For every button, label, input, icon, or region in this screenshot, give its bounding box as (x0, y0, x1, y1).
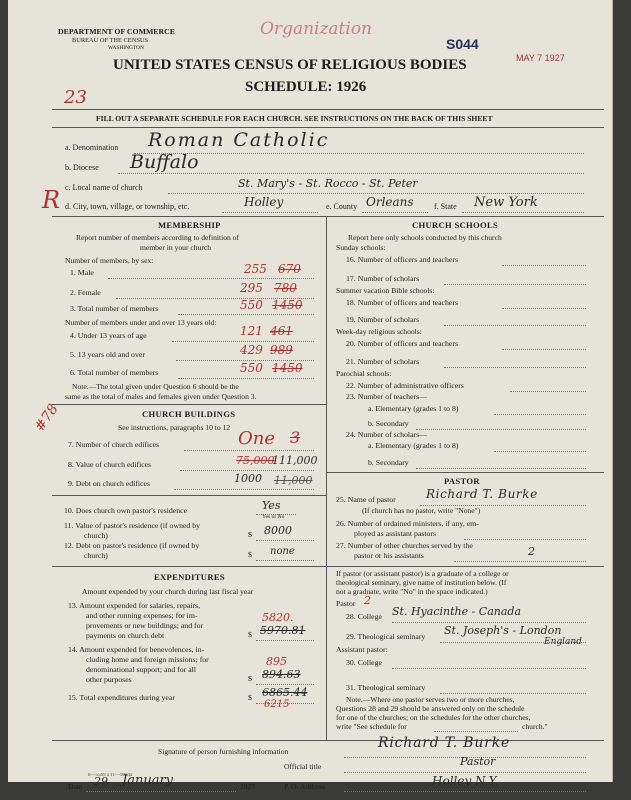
q4-old-value: 461 (270, 324, 293, 338)
schools-heading: CHURCH SCHOOLS (412, 220, 499, 230)
q3-value[interactable]: 550 (240, 298, 263, 312)
denomination-label: a. Denomination (65, 143, 119, 152)
q12-value[interactable]: none (270, 546, 295, 557)
diocese-label: b. Diocese (65, 163, 99, 172)
official-title-value[interactable]: Pastor (460, 755, 496, 768)
q3-label: 3. Total number of members (70, 304, 159, 313)
county-field[interactable]: Orleans (366, 195, 414, 209)
weekday-schools-label: Week-day religious schools: (336, 327, 422, 336)
form-title: UNITED STATES CENSUS OF RELIGIOUS BODIES (113, 57, 467, 73)
q3-old-value: 1450 (272, 298, 303, 312)
q10-hint: Yes or No (262, 514, 285, 520)
bureau-name: BUREAU OF THE CENSUS (72, 37, 149, 44)
q13-dollar: $ (248, 630, 252, 639)
r-mark: R (42, 186, 61, 214)
local-name-label: c. Local name of church (65, 183, 143, 192)
q15-dollar: $ (248, 693, 252, 702)
q29-value[interactable]: St. Joseph's - London (444, 624, 562, 637)
q27-label-2: pastor or his assistants (354, 551, 424, 560)
q8-label: 8. Value of church edifices (68, 460, 152, 469)
q26-label-2: ployed as assistant pastors (354, 529, 437, 538)
form-code: 8—5569 a 11—9084a (88, 773, 133, 778)
q5-old-value: 989 (270, 343, 293, 357)
vacation-schools-label: Summer vacation Bible schools: (336, 286, 435, 295)
q13-label-4: payments on church debt (86, 631, 165, 640)
q14-value[interactable]: 895 (266, 655, 287, 668)
q16-label: 16. Number of officers and teachers (346, 255, 459, 264)
membership-intro-2: member in your church (140, 243, 212, 252)
members-by-age: Number of members under and over 13 years old: (65, 318, 217, 327)
q9-label: 9. Debt on church edifices (68, 479, 151, 488)
department-name: DEPARTMENT OF COMMERCE (58, 27, 175, 36)
q2-value[interactable]: 295 (240, 281, 263, 295)
membership-heading: MEMBERSHIP (158, 220, 221, 230)
received-date-stamp: MAY 7 1927 (516, 53, 565, 63)
q7-old-value: 3 (290, 428, 301, 447)
q14-label-4: other purposes (86, 675, 132, 684)
q30-label: 30. College (346, 658, 382, 667)
official-title-label: Official title (284, 762, 322, 771)
pastor-note-1: Note.—Where one pastor serves two or more churches, (346, 695, 515, 704)
q24-label: 24. Number of scholars— (346, 430, 427, 439)
q18-label: 18. Number of officers and teachers (346, 298, 459, 307)
q12-label-2: church) (84, 551, 108, 560)
membership-note-1: Note.—The total given under Question 6 should be the (72, 382, 239, 391)
q5-label: 5. 13 years old and over (70, 350, 145, 359)
q14-label-3: denominational support; and for all (86, 665, 196, 674)
q15-value[interactable]: 6215 (264, 699, 290, 710)
po-address-label: P. O. Address (284, 782, 325, 791)
q14-old-value: 894.63 (262, 668, 301, 681)
pastor-note-4: write "See schedule for (336, 722, 407, 731)
q25-hint: (If church has no pastor, write "None") (362, 506, 481, 515)
graduate-note-2: theological seminary, give name of institution below. (If (336, 578, 507, 587)
q4-label: 4. Under 13 years of age (70, 331, 147, 340)
q15-old-value: 6865.44 (262, 686, 308, 699)
q9-value[interactable]: 1000 (234, 472, 262, 485)
signature-label: Signature of person furnishing information (158, 747, 289, 756)
q6-label: 6. Total number of members (70, 368, 159, 377)
q21-label: 21. Number of scholars (346, 357, 420, 366)
po-address-value[interactable]: Holley N.Y. (432, 774, 499, 788)
instruction-line: FILL OUT A SEPARATE SCHEDULE FOR EACH CHURCH. SEE INSTRUCTIONS ON THE BACK OF THIS SHEET (96, 114, 493, 123)
city-field[interactable]: Holley (244, 195, 284, 209)
parochial-schools-label: Parochial schools: (336, 369, 392, 378)
q26-label-1: 26. Number of ordained ministers, if any, em- (336, 519, 479, 528)
q14-label-1: 14. Amount expended for benevolences, in- (68, 645, 205, 654)
q11-label-2: church) (84, 531, 108, 540)
diocese-field[interactable]: Buffalo (130, 151, 199, 173)
q14-dollar: $ (248, 674, 252, 683)
state-label: f. State (434, 202, 457, 211)
members-by-sex: Number of members, by sex: (65, 256, 154, 265)
q6-old-value: 1450 (272, 361, 303, 375)
side-mark: #78 (31, 401, 62, 435)
q11-dollar: $ (248, 530, 252, 539)
bureau-city: WASHINGTON (108, 45, 144, 51)
q12-dollar: $ (248, 550, 252, 559)
q28-value[interactable]: St. Hyacinthe - Canada (392, 605, 522, 618)
date-day[interactable]: 29 (94, 775, 108, 788)
q13-label-1: 13. Amount expended for salaries, repairs, (68, 601, 201, 610)
q8-old-value: 75,000 (236, 454, 275, 467)
buildings-subheading: See instructions, paragraphs 10 to 12 (118, 423, 231, 432)
schools-subheading: Report here only schools conducted by this church (348, 233, 502, 242)
county-label: e. County (326, 202, 358, 211)
local-name-field[interactable]: St. Mary's - St. Rocco - St. Peter (238, 177, 418, 190)
q12-label-1: 12. Debt on pastor's residence (if owned by (64, 541, 200, 550)
pastor-heading: PASTOR (444, 476, 480, 486)
membership-intro-1: Report number of members according to definition of (76, 233, 240, 242)
q27-value[interactable]: 2 (528, 545, 535, 558)
graduate-note-3: not a graduate, write "No" in the space indicated.) (336, 587, 488, 596)
q22-label: 22. Number of administrative officers (346, 381, 464, 390)
q11-label-1: 11. Value of pastor's residence (if owned by (64, 521, 201, 530)
q25-value[interactable]: Richard T. Burke (426, 487, 538, 501)
q29-label: 29. Theological seminary (346, 632, 426, 641)
assistant-pastor-label: Assistant pastor: (336, 645, 388, 654)
date-year: 1927 (240, 782, 256, 791)
q28-label: 28. College (346, 612, 382, 621)
q23b-label: b. Secondary (368, 419, 409, 428)
city-label: d. City, town, village, or township, etc. (65, 202, 190, 211)
sunday-schools-label: Sunday schools: (336, 243, 386, 252)
q2-old-value: 780 (274, 281, 297, 295)
membership-note-2: same as the total of males and females given under Question 3. (65, 392, 257, 401)
q1-old-value: 670 (278, 262, 301, 276)
corner-scrawl: Organization (260, 19, 373, 39)
buildings-heading: CHURCH BUILDINGS (142, 409, 236, 419)
q17-label: 17. Number of scholars (346, 274, 420, 283)
q10-value[interactable]: Yes (262, 499, 281, 512)
q13-label-2: and other running expenses; for im- (86, 611, 198, 620)
census-schedule-sheet (8, 0, 613, 791)
schedule-number: S044 (446, 36, 479, 52)
pastor-sub-label: Pastor (336, 599, 356, 608)
q20-label: 20. Number of officers and teachers (346, 339, 459, 348)
q25-label: 25. Name of pastor (336, 495, 396, 504)
q13-old-value: 5970.81 (260, 624, 306, 637)
q23a-label: a. Elementary (grades 1 to 8) (368, 404, 459, 413)
pastor-note-3: for one of the churches; on the schedules for the other churches, (336, 713, 531, 722)
q1-label: 1. Male (70, 268, 94, 277)
q31-label: 31. Theological seminary (346, 683, 426, 692)
q23-label: 23. Number of teachers— (346, 392, 427, 401)
margin-note: 23 (64, 87, 87, 108)
q29-value-2[interactable]: England (544, 637, 582, 647)
pastor-note-5: church." (522, 722, 548, 731)
pastor-mark: 2 (364, 594, 371, 607)
date-label: Date (68, 782, 83, 791)
q1-value[interactable]: 255 (244, 262, 267, 276)
form-subtitle: SCHEDULE: 1926 (245, 79, 367, 95)
q2-label: 2. Female (70, 288, 101, 297)
q8-value[interactable]: 111,000 (272, 454, 318, 467)
q6-value[interactable]: 550 (240, 361, 263, 375)
q24a-label: a. Elementary (grades 1 to 8) (368, 441, 459, 450)
signature-value[interactable]: Richard T. Burke (378, 735, 511, 751)
expenditures-heading: EXPENDITURES (154, 572, 225, 582)
q13-value[interactable]: 5820. (262, 611, 294, 624)
q24b-label: b. Secondary (368, 458, 409, 467)
q13-label-3: provements or new buildings; and for (86, 621, 204, 630)
q7-label: 7. Number of church edifices (68, 440, 160, 449)
denomination-field[interactable]: Roman Catholic (148, 129, 330, 151)
state-field[interactable]: New York (474, 195, 538, 210)
q10-label: 10. Does church own pastor's residence (64, 506, 188, 515)
q11-value[interactable]: 8000 (264, 524, 292, 537)
q14-label-2: cluding home and foreign missions; for (86, 655, 209, 664)
q9-old-value: 11,000 (274, 474, 313, 487)
date-month[interactable]: January (122, 773, 174, 788)
q4-value[interactable]: 121 (240, 324, 263, 338)
expenditures-subheading: Amount expended by your church during last fiscal year (82, 587, 254, 596)
q27-label-1: 27. Number of other churches served by the (336, 541, 473, 550)
pastor-note-2: Questions 28 and 29 should be answered only on the schedule (336, 704, 525, 713)
q5-value[interactable]: 429 (240, 343, 263, 357)
q7-value[interactable]: One (238, 428, 276, 449)
q19-label: 19. Number of scholars (346, 315, 420, 324)
graduate-note-1: If pastor (or assistant pastor) is a graduate of a college or (336, 569, 509, 578)
q15-label: 15. Total expenditures during year (68, 693, 175, 702)
